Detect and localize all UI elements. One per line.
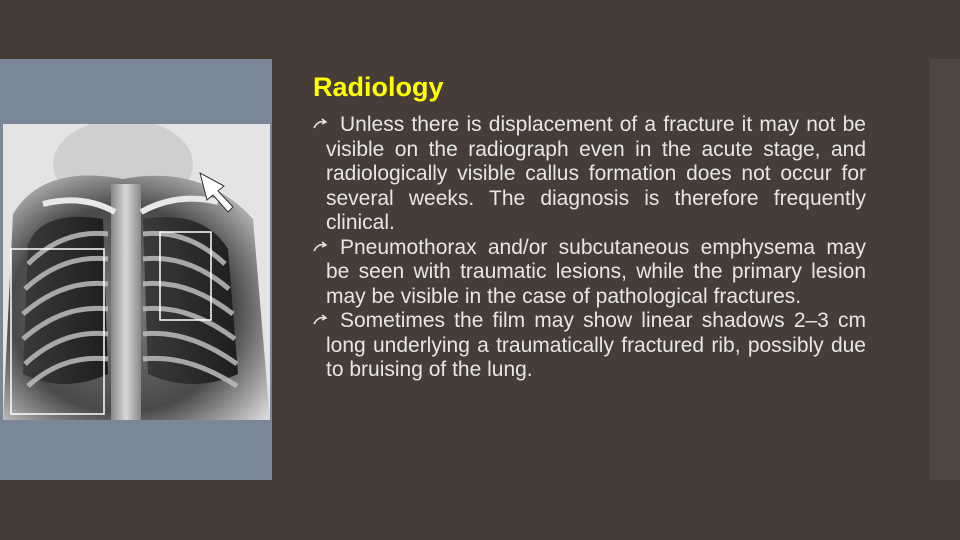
bullet-list bbox=[326, 113, 866, 383]
bullet-text: Pneumothorax and/or subcutaneous emphysema may be seen with traumatic lesions, while the primary lesion may be visible in the case of pathological fractures. bbox=[326, 235, 866, 308]
chest-xray-image bbox=[3, 124, 270, 420]
bullet-text: Sometimes the film may show linear shadows 2–3 cm long underlying a traumatically fractured rib, possibly due to bruising of the lung. bbox=[326, 309, 866, 381]
bullet-item bbox=[326, 113, 866, 236]
curved-arrow-icon bbox=[312, 312, 328, 328]
curved-arrow-icon bbox=[312, 116, 328, 132]
bullet-item bbox=[326, 236, 866, 310]
right-decor-strip bbox=[930, 59, 960, 480]
bullet-item bbox=[326, 309, 866, 383]
bullet-text: Unless there is displacement of a fracture it may not be visible on the radiograph even in the acute stage, and radiologically visible callus formation does not occur for several weeks. The diagnosis is therefore frequently clinical. bbox=[326, 113, 866, 234]
curved-arrow-icon bbox=[312, 239, 328, 255]
slide-title: Radiology bbox=[313, 72, 444, 102]
